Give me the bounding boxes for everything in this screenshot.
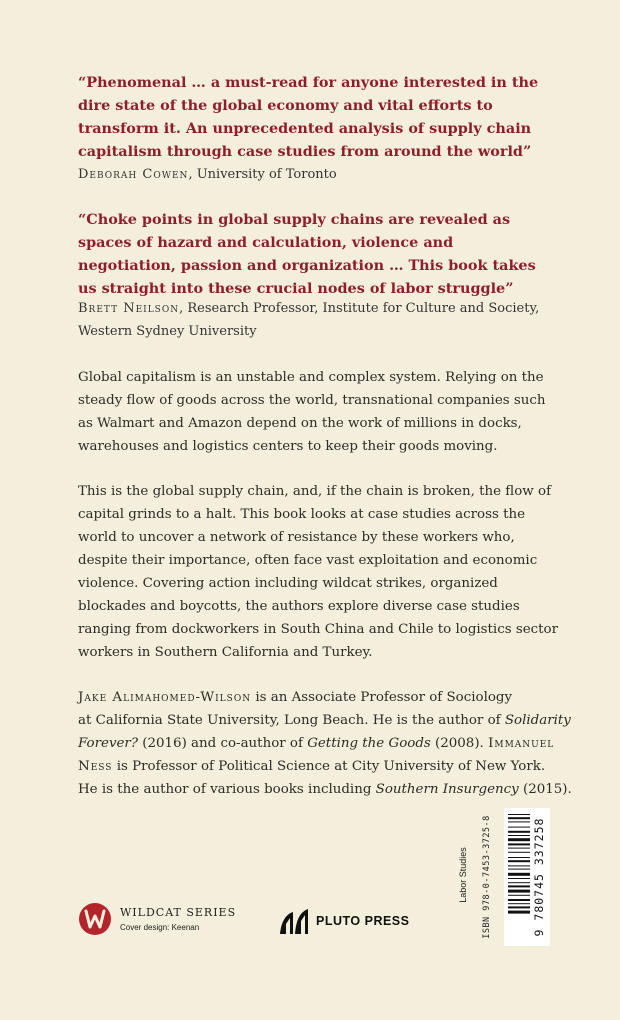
blurb-affiliation-1: , University of Toronto (188, 167, 337, 182)
barcode-bar (508, 860, 530, 862)
description-paragraph-2: This is the global supply chain, and, if the chain is broken, the flow of capital grinds to a halt. This book looks at case studies across the world to uncover a network of resistance by these workers who, despite their importance, often face vast exploitation and economic violence. Covering action including wildcat strikes, organized blockades and boycotts, the authors explore diverse case studies ranging from dockworkers in South China and Chile to logistics sector workers in Southern California and Turkey. (78, 484, 558, 660)
barcode-bar (508, 882, 530, 883)
barcode-bar (508, 865, 530, 866)
barcode-bar (508, 857, 530, 858)
barcode-bar (508, 817, 530, 819)
barcode-area (458, 808, 562, 946)
barcode-bar (508, 873, 530, 876)
wildcat-series-block (78, 902, 258, 942)
pluto-press-block (278, 906, 438, 936)
barcode-bar (508, 838, 530, 841)
pluto-press-label: PLUTO PRESS (316, 914, 410, 928)
barcode-bar (508, 831, 530, 833)
barcode-bar (508, 827, 530, 828)
blurb-author-1: Deborah Cowen (78, 167, 189, 182)
book-title-solidarity-2: Forever? (78, 736, 139, 751)
blurb-attribution-2 (78, 297, 558, 343)
barcode-digits: 9 780745 337258 (532, 817, 546, 937)
barcode-bar (508, 852, 530, 853)
book-title-southern-insurgency: Southern Insurgency (375, 782, 519, 797)
blurb-quote-2: “Choke points in global supply chains are revealed as spaces of hazard and calculation, violence and negotiation, passion and organization … This book takes us straight into these crucial nodes of labor struggle” (78, 211, 536, 297)
barcode-bar (508, 911, 530, 914)
barcode-bar (508, 899, 530, 901)
barcode-bar (508, 821, 530, 822)
barcode-bar (508, 814, 530, 815)
author-bio: Jake Alimahomed-Wilson is an Associate Professor of Sociology at California State University, Long Beach. He is the author of Solidarity Forever? (2016) and co-author of Getting the Goods (2008). Immanuel Ness is Professor of Political Science at City University of New York. He is the author of various books including Southern Insurgency (2015). (78, 690, 572, 797)
blurb-quote-1: “Phenomenal … a must-read for anyone interested in the dire state of the global economy and vital efforts to transform it. An unprecedented analysis of supply chain capitalism through case studies from around the world” (78, 74, 539, 160)
bio-author-2b: Ness (78, 759, 113, 774)
description-paragraph-1: Global capitalism is an unstable and complex system. Relying on the steady flow of goods across the world, transnational companies such as Walmart and Amazon depend on the work of millions in docks, warehouses and logistics centers to keep their goods moving. (78, 370, 546, 454)
barcode-bar (508, 906, 530, 908)
barcode-bar (508, 890, 530, 893)
cover-design-credit: Cover design: Keenan (120, 923, 200, 932)
category-label: Labor Studies (458, 847, 468, 903)
wildcat-series-label: WILDCAT SERIES (120, 906, 237, 919)
blurb-attribution-1 (78, 163, 558, 186)
wildcat-logo-icon (78, 902, 112, 936)
pluto-press-logo-icon (278, 906, 310, 936)
barcode-bar (508, 843, 530, 845)
blurb-affiliation-2: , Research Professor, Institute for Culture and Society, Western Sydney University (78, 301, 540, 339)
bio-author-2: Immanuel (488, 736, 555, 751)
barcode-bar (508, 878, 530, 879)
barcode-bar (508, 848, 530, 849)
barcode-bar (508, 895, 530, 896)
isbn-label: ISBN 978-0-7453-3725-8 (482, 815, 492, 939)
barcode-bar (508, 835, 530, 836)
bio-author-1: Jake Alimahomed-Wilson (78, 690, 252, 705)
book-title-solidarity: Solidarity (504, 713, 571, 728)
blurb-author-2: Brett Neilson (78, 301, 180, 316)
barcode-bar (508, 885, 530, 887)
barcode-bar (508, 903, 530, 904)
book-title-getting-goods: Getting the Goods (307, 736, 431, 751)
barcode-bar (508, 869, 530, 870)
